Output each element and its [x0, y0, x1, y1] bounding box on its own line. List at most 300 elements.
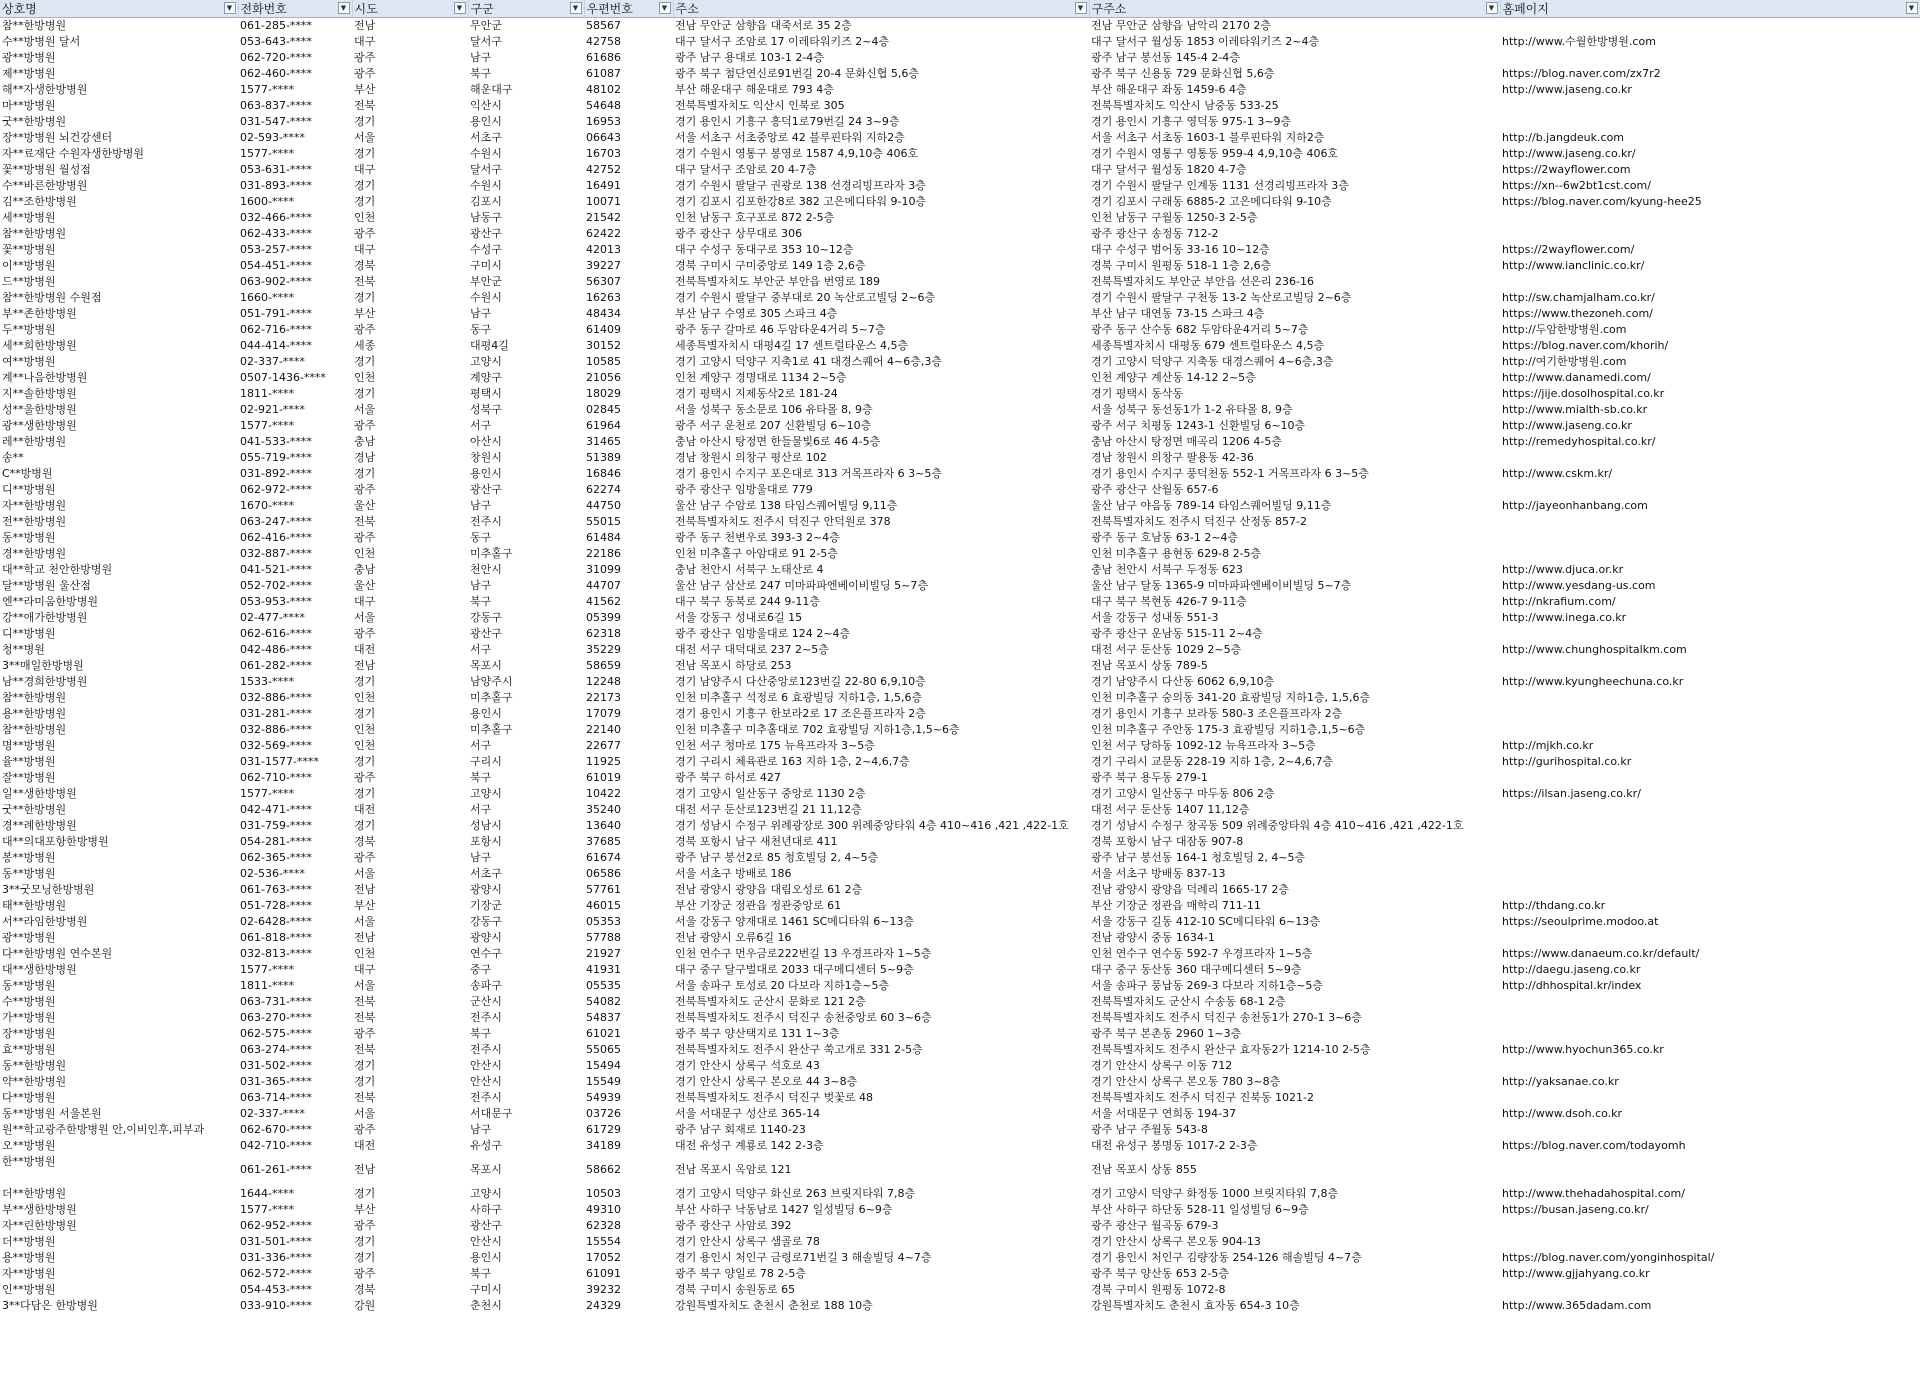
- cell-name[interactable]: 장**방병원: [2, 1027, 56, 1040]
- cell-name[interactable]: 수**바른한방병원: [2, 179, 88, 192]
- cell-gugun[interactable]: 목포시: [470, 659, 502, 672]
- cell-old-address[interactable]: 경북 구미시 원평동 1072-8: [1091, 1283, 1226, 1296]
- cell-sido[interactable]: 대전: [354, 803, 376, 816]
- cell-postal[interactable]: 21542: [586, 211, 621, 224]
- cell-homepage[interactable]: [1500, 626, 1920, 642]
- cell-postal[interactable]: 18029: [586, 387, 621, 400]
- cell-postal[interactable]: 51389: [586, 451, 621, 464]
- cell-homepage[interactable]: http://www.mialth-sb.co.kr: [1502, 403, 1648, 416]
- cell-name[interactable]: 잘**방병원: [2, 771, 56, 784]
- cell-old-address[interactable]: 세종특별자치시 대평동 679 센트럴타운스 4,5층: [1091, 339, 1325, 352]
- cell-postal[interactable]: 21927: [586, 947, 621, 960]
- cell-gugun[interactable]: 광산구: [470, 627, 502, 640]
- cell-name[interactable]: 동**방병원 서울본원: [2, 1107, 102, 1120]
- cell-homepage[interactable]: [1500, 450, 1920, 466]
- cell-phone[interactable]: 055-719-****: [240, 451, 312, 464]
- cell-gugun[interactable]: 고양시: [470, 787, 502, 800]
- cell-gugun[interactable]: 창원시: [470, 451, 502, 464]
- cell-phone[interactable]: 1577-****: [240, 83, 294, 96]
- cell-phone[interactable]: 062-460-****: [240, 67, 312, 80]
- cell-name[interactable]: 강**애가한방병원: [2, 611, 88, 624]
- cell-sido[interactable]: 인천: [354, 547, 376, 560]
- cell-name[interactable]: 청**병원: [2, 643, 45, 656]
- cell-postal[interactable]: 16846: [586, 467, 621, 480]
- cell-homepage[interactable]: https://2wayflower.com/: [1502, 243, 1635, 256]
- cell-postal[interactable]: 61484: [586, 531, 621, 544]
- cell-phone[interactable]: 033-910-****: [240, 1299, 312, 1312]
- cell-homepage[interactable]: http://b.jangdeuk.com: [1502, 131, 1625, 144]
- cell-gugun[interactable]: 송파구: [470, 979, 502, 992]
- cell-homepage[interactable]: https://xn--6w2bt1cst.com/: [1502, 179, 1651, 192]
- cell-name[interactable]: 참**한방병원: [2, 227, 67, 240]
- cell-old-address[interactable]: 경북 포항시 남구 대잠동 907-8: [1091, 835, 1244, 848]
- cell-phone[interactable]: 053-631-****: [240, 163, 312, 176]
- cell-address[interactable]: 서울 성북구 동소문로 106 유타몰 8, 9층: [675, 403, 873, 416]
- cell-homepage[interactable]: http://gurihospital.co.kr: [1502, 755, 1632, 768]
- cell-sido[interactable]: 대구: [354, 595, 376, 608]
- cell-address[interactable]: 인천 연수구 먼우금로222번길 13 우경프라자 1~5층: [675, 947, 932, 960]
- cell-phone[interactable]: 1644-****: [240, 1187, 294, 1200]
- cell-postal[interactable]: 54648: [586, 99, 621, 112]
- cell-homepage[interactable]: http://dhhospital.kr/index: [1502, 979, 1642, 992]
- cell-name[interactable]: 오**방병원: [2, 1139, 56, 1152]
- cell-old-address[interactable]: 충남 아산시 탕정면 매곡리 1206 4-5층: [1091, 435, 1282, 448]
- cell-sido[interactable]: 광주: [354, 67, 376, 80]
- cell-homepage[interactable]: http://www.jaseng.co.kr/: [1502, 147, 1636, 160]
- cell-name[interactable]: 대**학교 천안한방병원: [2, 563, 113, 576]
- cell-postal[interactable]: 11925: [586, 755, 621, 768]
- cell-address[interactable]: 광주 광산구 상무대로 306: [675, 227, 803, 240]
- cell-name[interactable]: 대**생한방병원: [2, 963, 77, 976]
- cell-old-address[interactable]: 경기 안산시 상록구 이동 712: [1091, 1059, 1233, 1072]
- cell-address[interactable]: 전북특별자치도 전주시 덕진구 송천중앙로 60 3~6층: [675, 1011, 932, 1024]
- cell-old-address[interactable]: 전남 목포시 상동 789-5: [1091, 659, 1208, 672]
- cell-name[interactable]: 대**의대포항한방병원: [2, 835, 109, 848]
- cell-sido[interactable]: 경기: [354, 467, 376, 480]
- cell-sido[interactable]: 경기: [354, 819, 376, 832]
- cell-sido[interactable]: 인천: [354, 739, 376, 752]
- cell-gugun[interactable]: 아산시: [470, 435, 502, 448]
- cell-gugun[interactable]: 용인시: [470, 467, 502, 480]
- cell-phone[interactable]: 054-451-****: [240, 259, 312, 272]
- cell-address[interactable]: 광주 광산구 임방울대로 779: [675, 483, 813, 496]
- cell-old-address[interactable]: 경기 수원시 영통구 영통동 959-4 4,9,10층 406호: [1091, 147, 1339, 160]
- cell-gugun[interactable]: 안산시: [470, 1075, 502, 1088]
- cell-sido[interactable]: 광주: [354, 851, 376, 864]
- cell-sido[interactable]: 전북: [354, 1011, 376, 1024]
- cell-homepage[interactable]: [1500, 50, 1920, 66]
- cell-old-address[interactable]: 광주 북구 본촌동 2960 1~3층: [1091, 1027, 1242, 1040]
- cell-old-address[interactable]: 서울 강동구 성내동 551-3: [1091, 611, 1219, 624]
- cell-phone[interactable]: 063-902-****: [240, 275, 312, 288]
- cell-phone[interactable]: 1811-****: [240, 979, 294, 992]
- cell-phone[interactable]: 042-486-****: [240, 643, 312, 656]
- cell-sido[interactable]: 경기: [354, 195, 376, 208]
- cell-postal[interactable]: 15549: [586, 1075, 621, 1088]
- cell-sido[interactable]: 경북: [354, 1283, 376, 1296]
- cell-gugun[interactable]: 구미시: [470, 1283, 502, 1296]
- cell-phone[interactable]: 062-572-****: [240, 1267, 312, 1280]
- cell-postal[interactable]: 62422: [586, 227, 621, 240]
- cell-homepage[interactable]: https://blog.naver.com/todayomh: [1502, 1139, 1686, 1152]
- cell-address[interactable]: 서울 서초구 서초중앙로 42 블루핀타워 지하2층: [675, 131, 905, 144]
- cell-gugun[interactable]: 사하구: [470, 1203, 502, 1216]
- cell-sido[interactable]: 전북: [354, 1091, 376, 1104]
- cell-sido[interactable]: 경북: [354, 259, 376, 272]
- cell-old-address[interactable]: 전남 목포시 상동 855: [1091, 1163, 1197, 1176]
- cell-name[interactable]: 용**한방병원: [2, 707, 67, 720]
- cell-old-address[interactable]: 전북특별자치도 군산시 수송동 68-1 2층: [1091, 995, 1286, 1008]
- cell-name[interactable]: 경**한방병원: [2, 547, 67, 560]
- cell-phone[interactable]: 031-365-****: [240, 1075, 312, 1088]
- cell-phone[interactable]: 062-952-****: [240, 1219, 312, 1232]
- cell-sido[interactable]: 경북: [354, 835, 376, 848]
- cell-homepage[interactable]: http://www.thehadahospital.com/: [1502, 1187, 1685, 1200]
- cell-homepage[interactable]: [1500, 1010, 1920, 1026]
- cell-postal[interactable]: 61019: [586, 771, 621, 784]
- cell-postal[interactable]: 61021: [586, 1027, 621, 1040]
- cell-homepage[interactable]: [1500, 994, 1920, 1010]
- cell-gugun[interactable]: 서초구: [470, 867, 502, 880]
- cell-sido[interactable]: 경기: [354, 387, 376, 400]
- cell-old-address[interactable]: 서울 서대문구 연희동 194-37: [1091, 1107, 1237, 1120]
- cell-homepage[interactable]: [1500, 18, 1920, 35]
- cell-phone[interactable]: 053-643-****: [240, 35, 312, 48]
- cell-address[interactable]: 광주 서구 운천로 207 신환빌딩 6~10층: [675, 419, 872, 432]
- cell-homepage[interactable]: [1500, 802, 1920, 818]
- cell-name[interactable]: 자**린한방병원: [2, 1219, 77, 1232]
- cell-old-address[interactable]: 서울 송파구 풍납동 269-3 다보라 지하1층~5층: [1091, 979, 1324, 992]
- cell-old-address[interactable]: 전북특별자치도 익산시 남중동 533-25: [1091, 99, 1279, 112]
- cell-homepage[interactable]: https://blog.naver.com/kyung-hee25: [1502, 195, 1702, 208]
- cell-gugun[interactable]: 대평4길: [470, 339, 509, 352]
- cell-address[interactable]: 전북특별자치도 군산시 문화로 121 2층: [675, 995, 866, 1008]
- cell-name[interactable]: 동**방병원: [2, 867, 56, 880]
- cell-sido[interactable]: 경기: [354, 1235, 376, 1248]
- cell-gugun[interactable]: 북구: [470, 1267, 492, 1280]
- cell-homepage[interactable]: https://ilsan.jaseng.co.kr/: [1502, 787, 1641, 800]
- cell-address[interactable]: 인천 남동구 호구포로 872 2-5층: [675, 211, 835, 224]
- cell-old-address[interactable]: 대전 유성구 봉명동 1017-2 2-3층: [1091, 1139, 1258, 1152]
- cell-homepage[interactable]: http://www.365dadam.com: [1502, 1299, 1652, 1312]
- cell-phone[interactable]: 1577-****: [240, 419, 294, 432]
- cell-phone[interactable]: 0507-1436-****: [240, 371, 326, 384]
- cell-address[interactable]: 경북 구미시 구미중앙로 149 1층 2,6층: [675, 259, 866, 272]
- cell-homepage[interactable]: http://www.수월한방병원.com: [1502, 35, 1656, 48]
- cell-old-address[interactable]: 전남 광양시 중동 1634-1: [1091, 931, 1215, 944]
- cell-sido[interactable]: 경기: [354, 675, 376, 688]
- cell-postal[interactable]: 57761: [586, 883, 621, 896]
- cell-postal[interactable]: 37685: [586, 835, 621, 848]
- cell-postal[interactable]: 61686: [586, 51, 621, 64]
- cell-phone[interactable]: 062-365-****: [240, 851, 312, 864]
- cell-old-address[interactable]: 전북특별자치도 전주시 덕진구 산정동 857-2: [1091, 515, 1307, 528]
- cell-old-address[interactable]: 경남 창원시 의창구 팔용동 42-36: [1091, 451, 1254, 464]
- cell-sido[interactable]: 전북: [354, 99, 376, 112]
- cell-name[interactable]: 가**방병원: [2, 1011, 56, 1024]
- cell-old-address[interactable]: 전북특별자치도 전주시 덕진구 송천동1가 270-1 3~6층: [1091, 1011, 1362, 1024]
- cell-sido[interactable]: 전북: [354, 275, 376, 288]
- cell-sido[interactable]: 전남: [354, 883, 376, 896]
- cell-gugun[interactable]: 무안군: [470, 19, 502, 32]
- cell-phone[interactable]: 031-501-****: [240, 1235, 312, 1248]
- cell-postal[interactable]: 61964: [586, 419, 621, 432]
- cell-sido[interactable]: 서울: [354, 611, 376, 624]
- cell-phone[interactable]: 1811-****: [240, 387, 294, 400]
- cell-phone[interactable]: 062-575-****: [240, 1027, 312, 1040]
- cell-gugun[interactable]: 평택시: [470, 387, 502, 400]
- cell-old-address[interactable]: 대구 달서구 월성동 1853 이레타워키즈 2~4층: [1091, 35, 1320, 48]
- cell-old-address[interactable]: 광주 남구 주월동 543-8: [1091, 1123, 1208, 1136]
- cell-name[interactable]: 세**방병원: [2, 211, 56, 224]
- cell-address[interactable]: 부산 해운대구 해운대로 793 4층: [675, 83, 834, 96]
- cell-homepage[interactable]: [1500, 834, 1920, 850]
- cell-name[interactable]: 마**방병원: [2, 99, 56, 112]
- cell-name[interactable]: 서**라임한방병원: [2, 915, 88, 928]
- cell-address[interactable]: 인천 미추홀구 미추홀대로 702 효광빌딩 지하1층,1,5~6층: [675, 723, 960, 736]
- cell-homepage[interactable]: [1500, 1122, 1920, 1138]
- cell-sido[interactable]: 인천: [354, 691, 376, 704]
- cell-name[interactable]: 성**울한방병원: [2, 403, 77, 416]
- cell-sido[interactable]: 서울: [354, 867, 376, 880]
- cell-homepage[interactable]: [1500, 770, 1920, 786]
- cell-address[interactable]: 경기 안산시 상록구 샘골로 78: [675, 1235, 820, 1248]
- cell-gugun[interactable]: 남구: [470, 1123, 492, 1136]
- cell-address[interactable]: 부산 남구 수영로 305 스파크 4층: [675, 307, 838, 320]
- cell-postal[interactable]: 22173: [586, 691, 621, 704]
- cell-sido[interactable]: 전남: [354, 659, 376, 672]
- cell-address[interactable]: 대전 유성구 계룡로 142 2-3층: [675, 1139, 824, 1152]
- cell-postal[interactable]: 62274: [586, 483, 621, 496]
- cell-name[interactable]: 디**방병원: [2, 627, 56, 640]
- cell-homepage[interactable]: [1500, 850, 1920, 866]
- cell-phone[interactable]: 054-453-****: [240, 1283, 312, 1296]
- cell-postal[interactable]: 61087: [586, 67, 621, 80]
- cell-address[interactable]: 경기 수원시 팔달구 권광로 138 선경리빙프라자 3층: [675, 179, 926, 192]
- cell-sido[interactable]: 서울: [354, 131, 376, 144]
- cell-gugun[interactable]: 구리시: [470, 755, 502, 768]
- cell-sido[interactable]: 서울: [354, 403, 376, 416]
- cell-address[interactable]: 경기 수원시 영통구 봉영로 1587 4,9,10층 406호: [675, 147, 919, 160]
- cell-postal[interactable]: 39227: [586, 259, 621, 272]
- cell-gugun[interactable]: 달서구: [470, 163, 502, 176]
- cell-homepage[interactable]: http://yaksanae.co.kr: [1502, 1075, 1619, 1088]
- cell-gugun[interactable]: 구미시: [470, 259, 502, 272]
- cell-gugun[interactable]: 광양시: [470, 883, 502, 896]
- cell-postal[interactable]: 05399: [586, 611, 621, 624]
- cell-old-address[interactable]: 경기 고양시 덕양구 화정동 1000 브릿지타워 7,8층: [1091, 1187, 1339, 1200]
- cell-old-address[interactable]: 광주 남구 봉선동 145-4 2-4층: [1091, 51, 1240, 64]
- cell-old-address[interactable]: 전남 광양시 광양읍 덕례리 1665-17 2층: [1091, 883, 1289, 896]
- cell-sido[interactable]: 인천: [354, 723, 376, 736]
- cell-gugun[interactable]: 서구: [470, 803, 492, 816]
- cell-homepage[interactable]: http://www.hyochun365.co.kr: [1502, 1043, 1664, 1056]
- cell-postal[interactable]: 35240: [586, 803, 621, 816]
- cell-postal[interactable]: 56307: [586, 275, 621, 288]
- cell-phone[interactable]: 031-893-****: [240, 179, 312, 192]
- cell-postal[interactable]: 58662: [586, 1163, 621, 1176]
- cell-name[interactable]: 계**나음한방병원: [2, 371, 88, 384]
- cell-old-address[interactable]: 광주 광산구 송정동 712-2: [1091, 227, 1219, 240]
- cell-homepage[interactable]: http://www.djuca.or.kr: [1502, 563, 1624, 576]
- cell-phone[interactable]: 02-337-****: [240, 1107, 305, 1120]
- cell-gugun[interactable]: 서구: [470, 739, 492, 752]
- cell-phone[interactable]: 063-714-****: [240, 1091, 312, 1104]
- cell-name[interactable]: 세**희한방병원: [2, 339, 77, 352]
- cell-homepage[interactable]: [1500, 866, 1920, 882]
- cell-gugun[interactable]: 남구: [470, 51, 492, 64]
- cell-phone[interactable]: 061-818-****: [240, 931, 312, 944]
- cell-phone[interactable]: 042-710-****: [240, 1139, 312, 1152]
- cell-gugun[interactable]: 서초구: [470, 131, 502, 144]
- cell-postal[interactable]: 62318: [586, 627, 621, 640]
- cell-old-address[interactable]: 울산 남구 달동 1365-9 미마파파엔베이비빌딩 5~7층: [1091, 579, 1352, 592]
- cell-old-address[interactable]: 서울 강동구 길동 412-10 SC메디타워 6~13층: [1091, 915, 1320, 928]
- cell-address[interactable]: 서울 서초구 방배로 186: [675, 867, 792, 880]
- cell-gugun[interactable]: 강동구: [470, 915, 502, 928]
- cell-postal[interactable]: 48434: [586, 307, 621, 320]
- cell-phone[interactable]: 031-1577-****: [240, 755, 319, 768]
- filter-dropdown-icon[interactable]: ▼: [1906, 2, 1918, 14]
- cell-old-address[interactable]: 경기 고양시 덕양구 지축동 대경스퀘어 4~6층,3층: [1091, 355, 1334, 368]
- cell-sido[interactable]: 경기: [354, 355, 376, 368]
- cell-sido[interactable]: 광주: [354, 1219, 376, 1232]
- cell-sido[interactable]: 경기: [354, 179, 376, 192]
- cell-name[interactable]: 이**방병원: [2, 259, 56, 272]
- cell-old-address[interactable]: 전북특별자치도 전주시 덕진구 진북동 1021-2: [1091, 1091, 1314, 1104]
- cell-phone[interactable]: 1670-****: [240, 499, 294, 512]
- cell-postal[interactable]: 15494: [586, 1059, 621, 1072]
- filter-dropdown-icon[interactable]: ▼: [659, 2, 671, 14]
- cell-gugun[interactable]: 군산시: [470, 995, 502, 1008]
- cell-old-address[interactable]: 인천 남동구 구월동 1250-3 2-5층: [1091, 211, 1258, 224]
- cell-old-address[interactable]: 인천 미추홀구 주안동 175-3 효광빌딩 지하1층,1,5~6층: [1091, 723, 1366, 736]
- cell-homepage[interactable]: http://www.jaseng.co.kr: [1502, 83, 1632, 96]
- cell-phone[interactable]: 062-972-****: [240, 483, 312, 496]
- cell-phone[interactable]: 1600-****: [240, 195, 294, 208]
- cell-old-address[interactable]: 경기 구리시 교문동 228-19 지하 1층, 2~4,6,7층: [1091, 755, 1334, 768]
- cell-gugun[interactable]: 천안시: [470, 563, 502, 576]
- cell-address[interactable]: 대구 중구 달구벌대로 2033 대구메디센터 5~9층: [675, 963, 914, 976]
- cell-name[interactable]: 한**방병원: [2, 1155, 56, 1168]
- cell-sido[interactable]: 울산: [354, 499, 376, 512]
- cell-address[interactable]: 충남 아산시 탕정면 한들물빛6로 46 4-5층: [675, 435, 881, 448]
- filter-dropdown-icon[interactable]: ▼: [338, 2, 350, 14]
- cell-name[interactable]: 광**방병원: [2, 51, 56, 64]
- cell-name[interactable]: 다**방병원: [2, 1091, 56, 1104]
- cell-sido[interactable]: 울산: [354, 579, 376, 592]
- cell-homepage[interactable]: https://blog.naver.com/yonginhospital/: [1502, 1251, 1715, 1264]
- cell-address[interactable]: 서울 강동구 양재대로 1461 SC메디타워 6~13층: [675, 915, 915, 928]
- cell-postal[interactable]: 05353: [586, 915, 621, 928]
- cell-phone[interactable]: 041-533-****: [240, 435, 312, 448]
- cell-gugun[interactable]: 연수구: [470, 947, 502, 960]
- cell-gugun[interactable]: 용인시: [470, 1251, 502, 1264]
- cell-old-address[interactable]: 대전 서구 둔산동 1407 11,12층: [1091, 803, 1250, 816]
- cell-sido[interactable]: 광주: [354, 419, 376, 432]
- cell-old-address[interactable]: 광주 남구 봉선동 164-1 청호빌딩 2, 4~5층: [1091, 851, 1306, 864]
- cell-gugun[interactable]: 안산시: [470, 1059, 502, 1072]
- cell-homepage[interactable]: [1500, 1090, 1920, 1106]
- cell-old-address[interactable]: 경기 평택시 동삭동: [1091, 387, 1184, 400]
- cell-sido[interactable]: 경기: [354, 1251, 376, 1264]
- cell-name[interactable]: 제**방병원: [2, 67, 56, 80]
- cell-old-address[interactable]: 광주 광산구 월곡동 679-3: [1091, 1219, 1219, 1232]
- cell-phone[interactable]: 062-716-****: [240, 323, 312, 336]
- cell-name[interactable]: 태**한방병원: [2, 899, 67, 912]
- cell-homepage[interactable]: [1500, 210, 1920, 226]
- cell-postal[interactable]: 61409: [586, 323, 621, 336]
- cell-old-address[interactable]: 광주 동구 호남동 63-1 2~4층: [1091, 531, 1239, 544]
- cell-address[interactable]: 경기 용인시 기흥구 한보라2로 17 조은플프라자 2층: [675, 707, 926, 720]
- cell-address[interactable]: 인천 미추홀구 석정로 6 효광빌딩 지하1층, 1,5,6층: [675, 691, 923, 704]
- cell-name[interactable]: 참**한방병원 수원점: [2, 291, 102, 304]
- cell-old-address[interactable]: 경기 수원시 팔달구 인계동 1131 선경리빙프라자 3층: [1091, 179, 1349, 192]
- cell-address[interactable]: 전남 무안군 삼향읍 대죽서로 35 2층: [675, 19, 852, 32]
- cell-homepage[interactable]: [1500, 1154, 1920, 1186]
- cell-phone[interactable]: 062-616-****: [240, 627, 312, 640]
- cell-gugun[interactable]: 서구: [470, 419, 492, 432]
- cell-sido[interactable]: 전남: [354, 931, 376, 944]
- cell-phone[interactable]: 063-837-****: [240, 99, 312, 112]
- cell-gugun[interactable]: 동구: [470, 531, 492, 544]
- cell-postal[interactable]: 06643: [586, 131, 621, 144]
- cell-gugun[interactable]: 해운대구: [470, 83, 513, 96]
- cell-homepage[interactable]: [1500, 1058, 1920, 1074]
- cell-address[interactable]: 대구 달서구 조암로 17 이레타워키즈 2~4층: [675, 35, 890, 48]
- cell-gugun[interactable]: 서대문구: [470, 1107, 513, 1120]
- cell-phone[interactable]: 062-670-****: [240, 1123, 312, 1136]
- cell-postal[interactable]: 42758: [586, 35, 621, 48]
- cell-address[interactable]: 울산 남구 삼산로 247 미마파파엔베이비빌딩 5~7층: [675, 579, 928, 592]
- cell-sido[interactable]: 광주: [354, 323, 376, 336]
- cell-gugun[interactable]: 중구: [470, 963, 492, 976]
- cell-address[interactable]: 광주 남구 봉선2로 85 청호빌딩 2, 4~5층: [675, 851, 879, 864]
- cell-gugun[interactable]: 기장군: [470, 899, 502, 912]
- cell-name[interactable]: 참**한방병원: [2, 723, 67, 736]
- cell-postal[interactable]: 31465: [586, 435, 621, 448]
- cell-old-address[interactable]: 강원특별자치도 춘천시 효자동 654-3 10층: [1091, 1299, 1300, 1312]
- cell-address[interactable]: 전남 목포시 하당로 253: [675, 659, 792, 672]
- cell-name[interactable]: 달**방병원 울산점: [2, 579, 91, 592]
- cell-phone[interactable]: 053-953-****: [240, 595, 312, 608]
- cell-sido[interactable]: 강원: [354, 1299, 376, 1312]
- cell-postal[interactable]: 16703: [586, 147, 621, 160]
- cell-phone[interactable]: 044-414-****: [240, 339, 312, 352]
- cell-phone[interactable]: 031-547-****: [240, 115, 312, 128]
- cell-postal[interactable]: 16263: [586, 291, 621, 304]
- cell-old-address[interactable]: 대구 북구 복현동 426-7 9-11층: [1091, 595, 1247, 608]
- cell-homepage[interactable]: https://2wayflower.com: [1502, 163, 1631, 176]
- cell-postal[interactable]: 41562: [586, 595, 621, 608]
- cell-name[interactable]: 엔**라미움한방병원: [2, 595, 99, 608]
- cell-name[interactable]: 참**한방병원: [2, 19, 67, 32]
- cell-gugun[interactable]: 성북구: [470, 403, 502, 416]
- cell-name[interactable]: 드**방병원: [2, 275, 56, 288]
- cell-phone[interactable]: 031-892-****: [240, 467, 312, 480]
- cell-postal[interactable]: 22140: [586, 723, 621, 736]
- cell-gugun[interactable]: 유성구: [470, 1139, 502, 1152]
- cell-homepage[interactable]: [1500, 98, 1920, 114]
- cell-name[interactable]: 율**방병원: [2, 755, 56, 768]
- cell-old-address[interactable]: 광주 광산구 운남동 515-11 2~4층: [1091, 627, 1263, 640]
- cell-old-address[interactable]: 경기 남양주시 다산동 6062 6,9,10층: [1091, 675, 1275, 688]
- cell-postal[interactable]: 44750: [586, 499, 621, 512]
- cell-sido[interactable]: 경기: [354, 707, 376, 720]
- cell-gugun[interactable]: 북구: [470, 771, 492, 784]
- filter-dropdown-icon[interactable]: ▼: [570, 2, 582, 14]
- cell-address[interactable]: 광주 광산구 사암로 392: [675, 1219, 792, 1232]
